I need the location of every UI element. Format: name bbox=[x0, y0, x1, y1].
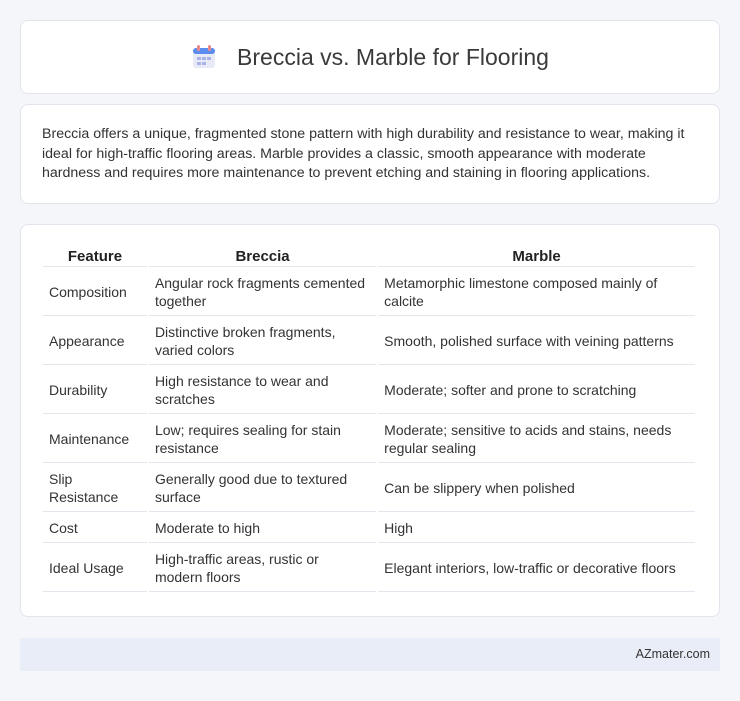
table-row bbox=[43, 367, 695, 414]
feature-cell: Durability bbox=[43, 367, 147, 414]
breccia-cell: Angular rock fragments cemented together bbox=[149, 269, 376, 316]
footer bbox=[20, 638, 720, 671]
summary-card bbox=[20, 104, 720, 204]
calendar-icon bbox=[191, 44, 217, 70]
feature-cell: Composition bbox=[43, 269, 147, 316]
breccia-cell: High-traffic areas, rustic or modern floors bbox=[149, 545, 376, 592]
title-card bbox=[20, 20, 720, 94]
table-row bbox=[43, 545, 695, 592]
breccia-cell: Moderate to high bbox=[149, 514, 376, 543]
comparison-table bbox=[41, 243, 697, 594]
marble-cell: High bbox=[378, 514, 695, 543]
feature-cell: Appearance bbox=[43, 318, 147, 365]
table-header-row bbox=[43, 245, 695, 267]
breccia-cell: Low; requires sealing for stain resistance bbox=[149, 416, 376, 463]
table-row bbox=[43, 416, 695, 463]
table-row bbox=[43, 465, 695, 512]
feature-cell: Ideal Usage bbox=[43, 545, 147, 592]
table-card bbox=[20, 224, 720, 617]
page-title: Breccia vs. Marble for Flooring bbox=[237, 43, 549, 70]
breccia-cell: Generally good due to textured surface bbox=[149, 465, 376, 512]
feature-cell: Maintenance bbox=[43, 416, 147, 463]
table-row bbox=[43, 318, 695, 365]
summary-text: Breccia offers a unique, fragmented stone pattern with high durability and resistance to wear, making it ideal for high-traffic flooring areas. Marble provides a classic, smooth appearance with moderate hardness and requires more maintenance to prevent etching and staining in flooring applications. bbox=[42, 126, 685, 181]
breccia-cell: Distinctive broken fragments, varied colors bbox=[149, 318, 376, 365]
marble-cell: Elegant interiors, low-traffic or decorative floors bbox=[378, 545, 695, 592]
header-feature: Feature bbox=[43, 245, 147, 267]
marble-cell: Moderate; softer and prone to scratching bbox=[378, 367, 695, 414]
marble-cell: Can be slippery when polished bbox=[378, 465, 695, 512]
table-row bbox=[43, 269, 695, 316]
feature-cell: Cost bbox=[43, 514, 147, 543]
table-row bbox=[43, 514, 695, 543]
marble-cell: Moderate; sensitive to acids and stains, needs regular sealing bbox=[378, 416, 695, 463]
header-breccia: Breccia bbox=[149, 245, 376, 267]
marble-cell: Smooth, polished surface with veining patterns bbox=[378, 318, 695, 365]
feature-cell: Slip Resistance bbox=[43, 465, 147, 512]
breccia-cell: High resistance to wear and scratches bbox=[149, 367, 376, 414]
footer-brand: AZmater.com bbox=[635, 647, 710, 661]
marble-cell: Metamorphic limestone composed mainly of calcite bbox=[378, 269, 695, 316]
header-marble: Marble bbox=[378, 245, 695, 267]
